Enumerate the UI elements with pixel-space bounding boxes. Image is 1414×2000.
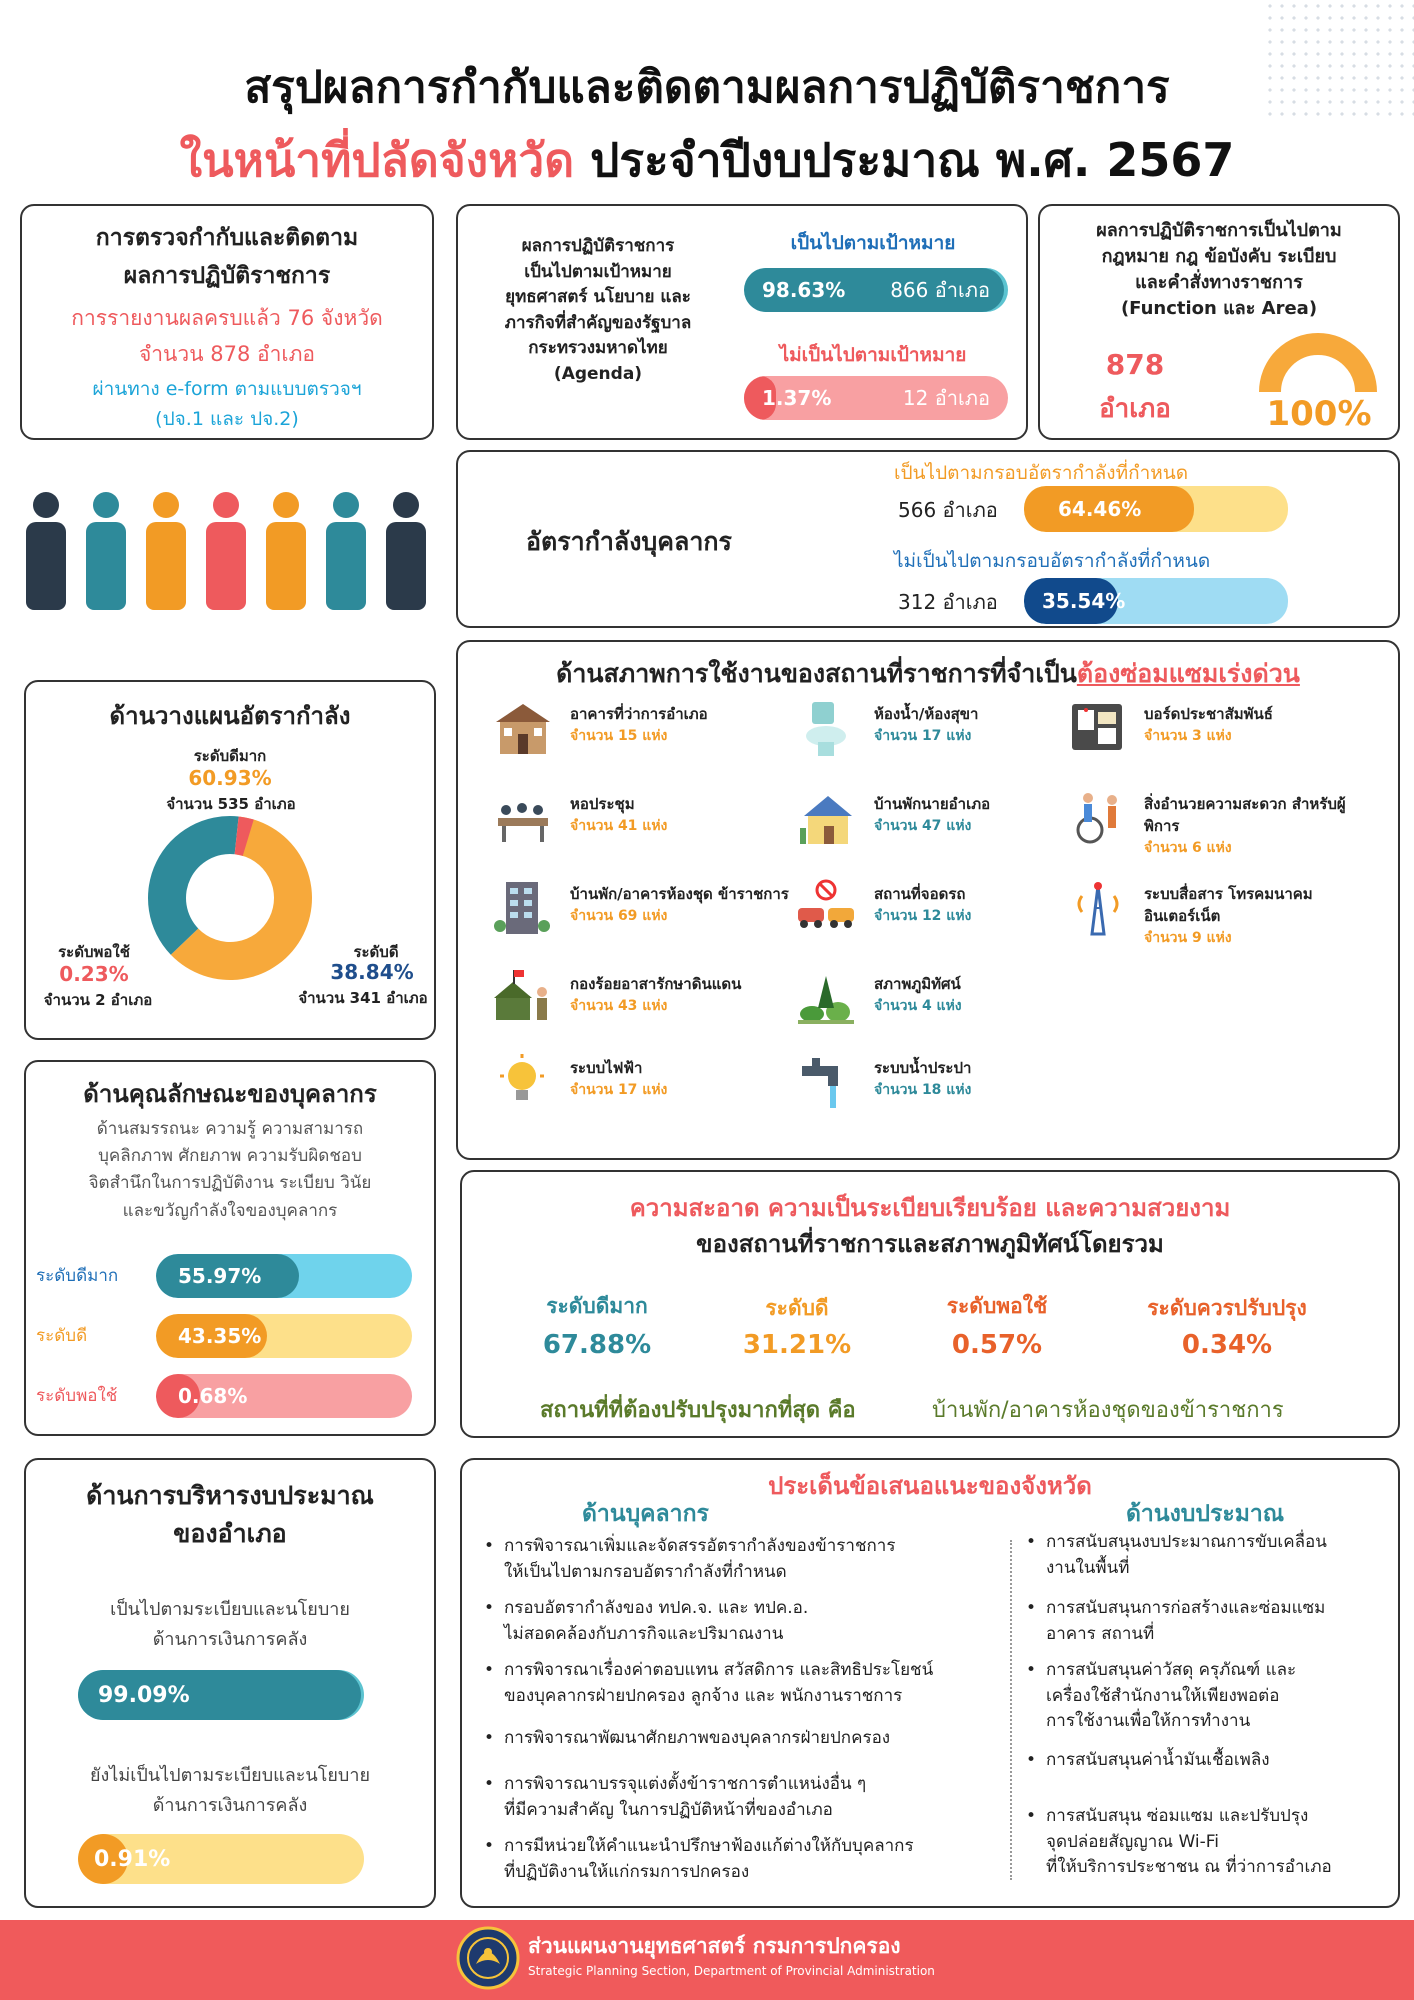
budget-met-line2: ด้านการเงินการคลัง: [152, 1629, 308, 1650]
facility-count: จำนวน 3 แห่ง: [1144, 727, 1232, 744]
recommendation-item: [504, 1534, 895, 1585]
budget-notmet-line1: ยังไม่เป็นไปตามระเบียบและนโยบาย: [89, 1765, 371, 1786]
function-unit: อำเภอ: [1099, 394, 1171, 424]
recommendation-item: [1046, 1804, 1332, 1881]
recommendation-line: ที่ให้บริการประชาชน ณ ที่ว่าการอำเภอ: [1046, 1857, 1332, 1877]
recommendations-budget-title: ด้านงบประมาณ: [1126, 1501, 1285, 1527]
facility-name-text: บ้านพัก/อาคารห้องชุด ข้าราชการ: [570, 885, 789, 903]
donut-pct-excellent: 60.93%: [188, 766, 272, 790]
person-icon: [206, 492, 246, 610]
dopa-emblem-icon: [456, 1926, 520, 1990]
monitoring-line3: ผ่านทาง e-form ตามแบบตรวจฯ: [92, 378, 362, 400]
facility-item: [492, 698, 782, 778]
donut-label-excellent: ระดับดีมาก: [193, 747, 267, 765]
budget-card: [24, 1458, 436, 1908]
agenda-desc-line: (Agenda): [553, 363, 643, 384]
footer-org-th: ส่วนแผนงานยุทธศาสตร์ กรมการปกครอง: [528, 1934, 901, 1958]
budget-notmet-bar: [78, 1834, 364, 1884]
cleanliness-worst-label: สถานที่ที่ต้องปรับปรุงมากที่สุด คือ: [540, 1398, 856, 1423]
personnel-desc-line: และขวัญกำลังใจของบุคลากร: [122, 1200, 338, 1221]
facility-count: จำนวน 12 แห่ง: [874, 907, 972, 924]
toilet-icon: [796, 698, 858, 760]
parking-icon: [796, 878, 858, 940]
personnel-pct-good: 43.35%: [178, 1324, 262, 1348]
personnel-card: [24, 1060, 436, 1436]
recommendation-item: [504, 1658, 933, 1709]
facility-name-text: สิ่งอำนวยความสะดวก สำหรับผู้พิการ: [1144, 795, 1346, 835]
function-gauge-arc: [1270, 344, 1366, 392]
cleanliness-worst-value: บ้านพัก/อาคารห้องชุดของข้าราชการ: [932, 1398, 1284, 1423]
personnel-row-label: ระดับพอใช้: [36, 1386, 118, 1406]
monitoring-line2: จำนวน 878 อำเภอ: [138, 342, 316, 366]
facility-name-text: ระบบสื่อสาร โทรคมนาคม อินเตอร์เน็ต: [1144, 885, 1313, 925]
personnel-bar-fair: [156, 1374, 412, 1418]
personnel-title: ด้านคุณลักษณะของบุคลากร: [83, 1080, 377, 1108]
cleanliness-title1: ความสะอาด ความเป็นระเบียบเรียบร้อย และความสวยงาม: [629, 1194, 1231, 1222]
recommendation-line: • การพิจารณาพัฒนาศักยภาพของบุคลากรฝ่ายปกครอง: [504, 1728, 891, 1748]
donut-label-good: ระดับดี: [353, 943, 399, 961]
cleanliness-level-label: ระดับควรปรับปรุง: [1147, 1296, 1307, 1320]
workforce-met-count: 566 อำเภอ: [898, 498, 998, 522]
function-description: [1040, 218, 1398, 322]
facility-name-text: สถานที่จอดรถ: [874, 885, 966, 903]
function-gauge: [1258, 330, 1378, 400]
recommendation-line: • การสนับสนุนงบประมาณการขับเคลื่อน: [1046, 1532, 1327, 1552]
personnel-desc-line: บุคลิกภาพ ศักยภาพ ความรับผิดชอบ: [98, 1146, 362, 1167]
facility-item: [796, 788, 1086, 868]
recommendation-line: • การพิจารณาเรื่องค่าตอบแทน สวัสดิการ และสิทธิประโยชน์: [504, 1660, 934, 1680]
facility-item: [796, 878, 1086, 958]
facility-name: [570, 1058, 800, 1100]
facility-item: [1066, 698, 1356, 778]
agenda-desc-line: เป็นไปตามเป้าหมาย: [524, 261, 672, 282]
facility-name-text: หอประชุม: [570, 795, 635, 813]
recommendation-line: ของบุคลากรฝ่ายปกครอง ลูกจ้าง และ พนักงานราชการ: [504, 1685, 903, 1706]
planning-donut-chart: [142, 810, 318, 986]
function-desc-line: (Function และ Area): [1120, 298, 1318, 320]
wheelchair-icon: [1066, 788, 1128, 850]
facility-name: [1144, 794, 1374, 858]
budget-title1: ด้านการบริหารงบประมาณ: [86, 1481, 374, 1510]
facility-name-text: กองร้อยอาสารักษาดินแดน: [570, 975, 742, 993]
meeting-hall-icon: [492, 788, 554, 850]
personnel-desc-line: จิตสำนึกในการปฏิบัติงาน ระเบียบ วินัย: [88, 1173, 372, 1194]
donut-count-good: จำนวน 341 อำเภอ: [298, 989, 428, 1007]
facility-name: [874, 1058, 1104, 1100]
agenda-met-count: 866 อำเภอ: [890, 278, 990, 302]
budget-notmet-pct: 0.91%: [94, 1846, 171, 1872]
agenda-desc-line: ภารกิจที่สำคัญของรัฐบาล: [504, 312, 692, 333]
facility-name: [570, 704, 800, 746]
monitoring-line4: (ปจ.1 และ ปจ.2): [155, 408, 299, 430]
facility-name-text: บอร์ดประชาสัมพันธ์: [1144, 705, 1273, 723]
page-title-line2: [0, 124, 1414, 197]
facility-name: [1144, 704, 1374, 746]
cleanliness-level-pct: 0.34%: [1181, 1330, 1273, 1360]
residence-icon: [796, 788, 858, 850]
recommendation-item: [1046, 1530, 1327, 1581]
personnel-pct-fair: 0.68%: [178, 1384, 248, 1408]
facility-name: [570, 884, 800, 926]
facilities-title-main: ด้านสภาพการใช้งานของสถานที่ราชการที่จำเป็น: [556, 659, 1077, 688]
agenda-card: [456, 204, 1028, 440]
workforce-met-bar: [1024, 486, 1288, 532]
budget-met-pct: 99.09%: [98, 1682, 190, 1708]
facility-count: จำนวน 18 แห่ง: [874, 1081, 972, 1098]
facility-name-text: สภาพภูมิทัศน์: [874, 975, 961, 993]
agenda-notmet-label: ไม่เป็นไปตามเป้าหมาย: [779, 344, 967, 366]
recommendation-line: • การสนับสนุนค่าวัสดุ ครุภัณฑ์ และ: [1046, 1660, 1297, 1680]
facility-name: [570, 974, 800, 1016]
person-icon: [386, 492, 426, 610]
personnel-description: [26, 1116, 434, 1225]
recommendation-line: • การพิจารณาเพิ่มและจัดสรรอัตรากำลังของข้าราชการ: [504, 1536, 896, 1556]
facilities-card: [456, 640, 1400, 1160]
recommendation-line: อาคาร สถานที่: [1046, 1623, 1155, 1644]
agenda-description: [458, 234, 738, 387]
cleanliness-card: [460, 1170, 1400, 1438]
recommendation-line: ไม่สอดคล้องกับภารกิจและปริมาณงาน: [504, 1623, 784, 1644]
recommendation-line: ที่มีความสำคัญ ในการปฏิบัติหน้าที่ของอำเภอ: [504, 1799, 833, 1820]
agenda-desc-line: ยุทธศาสตร์ นโยบาย และ: [505, 287, 691, 307]
facility-name-text: ระบบไฟฟ้า: [570, 1059, 643, 1077]
facility-item: [1066, 788, 1356, 868]
recommendations-divider: [1010, 1540, 1012, 1880]
recommendation-line: • กรอบอัตรากำลังของ ทปค.จ. และ ทปค.อ.: [504, 1598, 809, 1618]
facility-count: จำนวน 41 แห่ง: [570, 817, 668, 834]
agenda-notmet-count: 12 อำเภอ: [902, 386, 990, 410]
personnel-desc-line: ด้านสมรรถนะ ความรู้ ความสามารถ: [96, 1119, 364, 1139]
facility-name-text: บ้านพักนายอำเภอ: [874, 795, 991, 813]
facility-count: จำนวน 4 แห่ง: [874, 997, 962, 1014]
recommendation-line: เครื่องใช้สำนักงานให้เพียงพอต่อ: [1046, 1685, 1280, 1706]
cleanliness-level-label: ระดับดีมาก: [546, 1294, 648, 1318]
agenda-met-label: เป็นไปตามเป้าหมาย: [790, 232, 956, 254]
facility-item: [492, 878, 789, 958]
facility-item: [492, 1052, 782, 1132]
agenda-desc-line: ผลการปฏิบัติราชการ: [521, 236, 675, 256]
landscape-icon: [796, 968, 858, 1030]
monitoring-heading1: การตรวจกำกับและติดตาม: [95, 225, 359, 251]
facilities-title: [458, 654, 1398, 694]
workforce-title: อัตรากำลังบุคลากร: [526, 527, 732, 556]
person-icon: [86, 492, 126, 610]
facility-item: [492, 968, 782, 1048]
function-desc-line: และคำสั่งทางราชการ: [1135, 272, 1303, 294]
footer-org-en: Strategic Planning Section, Department of Provincial Administration: [528, 1964, 935, 1978]
recommendation-item: [504, 1726, 890, 1752]
page-title-line1: สรุปผลการกำกับและติดตามผลการปฏิบัติราชการ: [244, 62, 1170, 113]
workforce-notmet-bar: [1024, 578, 1288, 624]
recommendations-card: [460, 1458, 1400, 1908]
facility-count: จำนวน 47 แห่ง: [874, 817, 972, 834]
facility-count: จำนวน 69 แห่ง: [570, 907, 668, 924]
recommendation-line: • การมีหน่วยให้คำแนะนำปรึกษาฟ้องแก้ต่างให้กับบุคลากร: [504, 1836, 914, 1856]
facility-count: จำนวน 6 แห่ง: [1144, 839, 1232, 856]
budget-met-bar: [78, 1670, 364, 1720]
personnel-row-label: ระดับดีมาก: [36, 1266, 119, 1286]
facility-item: [796, 1052, 1086, 1132]
facility-count: จำนวน 17 แห่ง: [874, 727, 972, 744]
planning-title: ด้านวางแผนอัตรากำลัง: [109, 702, 351, 730]
cleanliness-level-pct: 0.57%: [951, 1330, 1043, 1360]
facilities-title-urgent: ต้องซ่อมแซมเร่งด่วน: [1076, 659, 1300, 688]
person-icon: [146, 492, 186, 610]
lightbulb-icon: [492, 1052, 554, 1114]
agenda-notmet-bar: [744, 376, 1008, 420]
budget-notmet-line2: ด้านการเงินการคลัง: [152, 1795, 308, 1816]
donut-pct-good: 38.84%: [330, 960, 414, 984]
donut-pct-fair: 0.23%: [59, 962, 129, 986]
antenna-icon: [1066, 878, 1128, 940]
recommendation-item: [504, 1834, 914, 1885]
person-icon: [266, 492, 306, 610]
agenda-desc-line: กระทรวงมหาดไทย: [528, 338, 668, 358]
recommendation-item: [1046, 1748, 1270, 1774]
facility-item: [492, 788, 782, 868]
title-highlight: ในหน้าที่ปลัดจังหวัด: [179, 133, 575, 187]
apartment-icon: [492, 878, 554, 940]
facility-name: [570, 794, 800, 836]
personnel-bar-good: [156, 1314, 412, 1358]
recommendation-line: • การสนับสนุนการก่อสร้างและซ่อมแซม: [1046, 1598, 1326, 1618]
donut-label-fair: ระดับพอใช้: [58, 943, 130, 961]
function-count: 878: [1105, 348, 1165, 381]
recommendation-item: [504, 1596, 808, 1647]
cleanliness-level-label: ระดับพอใช้: [946, 1294, 1048, 1318]
recommendation-item: [1046, 1658, 1296, 1735]
recommendation-line: ให้เป็นไปตามกรอบอัตรากำลังที่กำหนด: [504, 1561, 787, 1582]
function-card: [1038, 204, 1400, 440]
budget-met-line1: เป็นไปตามระเบียบและนโยบาย: [110, 1599, 350, 1620]
recommendation-line: • การสนับสนุนค่าน้ำมันเชื้อเพลิง: [1046, 1750, 1270, 1770]
cleanliness-level-pct: 67.88%: [542, 1330, 652, 1360]
person-icon: [326, 492, 366, 610]
monitoring-line1: การรายงานผลครบแล้ว 76 จังหวัด: [71, 306, 383, 330]
workforce-notmet-count: 312 อำเภอ: [898, 590, 998, 614]
footer: [0, 1920, 1414, 2000]
recommendation-line: งานในพื้นที่: [1046, 1557, 1130, 1578]
recommendations-title: ประเด็นข้อเสนอแนะของจังหวัด: [768, 1472, 1092, 1500]
recommendation-line: • การพิจารณาบรรจุแต่งตั้งข้าราชการตำแหน่งอื่น ๆ: [504, 1774, 867, 1794]
facility-item: [796, 698, 1086, 778]
workforce-card: [456, 450, 1400, 628]
workforce-met-label: เป็นไปตามกรอบอัตรากำลังที่กำหนด: [894, 462, 1189, 484]
donut-count-fair: จำนวน 2 อำเภอ: [43, 991, 153, 1009]
facility-count: จำนวน 9 แห่ง: [1144, 929, 1232, 946]
personnel-bar-excellent: [156, 1254, 412, 1298]
planning-card: [24, 680, 436, 1040]
facility-item: [1066, 878, 1356, 958]
function-desc-line: กฎหมาย กฎ ข้อบังคับ ระเบียบ: [1101, 246, 1337, 268]
personnel-row-label: ระดับดี: [36, 1326, 88, 1346]
recommendation-line: การใช้งานเพื่อให้การทำงาน: [1046, 1711, 1251, 1731]
monitoring-heading2: ผลการปฏิบัติราชการ: [123, 263, 331, 289]
function-desc-line: ผลการปฏิบัติราชการเป็นไปตาม: [1096, 220, 1342, 241]
workforce-notmet-label: ไม่เป็นไปตามกรอบอัตรากำลังที่กำหนด: [894, 550, 1211, 572]
facility-count: จำนวน 43 แห่ง: [570, 997, 668, 1014]
water-tap-icon: [796, 1052, 858, 1114]
recommendation-line: ที่ปฏิบัติงานให้แก่กรมการปกครอง: [504, 1861, 750, 1882]
cleanliness-level-label: ระดับดี: [765, 1296, 829, 1320]
workforce-notmet-pct: 35.54%: [1042, 589, 1126, 613]
cleanliness-level-pct: 31.21%: [742, 1330, 852, 1360]
facility-item: [796, 968, 1086, 1048]
monitoring-card: [20, 204, 434, 440]
facility-name-text: ห้องน้ำ/ห้องสุขา: [874, 705, 979, 723]
facility-name: [874, 974, 1104, 1016]
facility-count: จำนวน 17 แห่ง: [570, 1081, 668, 1098]
bulletin-board-icon: [1066, 698, 1128, 760]
function-pct: 100%: [1266, 394, 1372, 434]
agenda-notmet-pct: 1.37%: [762, 386, 832, 410]
recommendation-item: [1046, 1596, 1325, 1647]
facility-count: จำนวน 15 แห่ง: [570, 727, 668, 744]
district-office-icon: [492, 698, 554, 760]
recommendation-item: [504, 1772, 866, 1823]
facility-name: [1144, 884, 1374, 948]
facility-name-text: อาคารที่ว่าการอำเภอ: [570, 705, 708, 723]
workforce-met-pct: 64.46%: [1058, 497, 1142, 521]
facility-name-text: ระบบน้ำประปา: [874, 1059, 972, 1077]
volunteer-defense-icon: [492, 968, 554, 1030]
personnel-pct-excellent: 55.97%: [178, 1264, 262, 1288]
donut-count-excellent: จำนวน 535 อำเภอ: [166, 795, 296, 813]
budget-title2: ของอำเภอ: [173, 1519, 287, 1548]
cleanliness-title2: ของสถานที่ราชการและสภาพภูมิทัศน์โดยรวม: [696, 1230, 1164, 1258]
recommendation-line: จุดปล่อยสัญญาณ Wi-Fi: [1046, 1831, 1220, 1852]
agenda-met-bar: [744, 268, 1008, 312]
recommendation-line: • การสนับสนุน ซ่อมแซม และปรับปรุง: [1046, 1806, 1309, 1826]
agenda-met-pct: 98.63%: [762, 278, 846, 302]
recommendations-personnel-title: ด้านบุคลากร: [582, 1501, 709, 1527]
person-icon: [26, 492, 66, 610]
title-rest: ประจำปีงบประมาณ พ.ศ. 2567: [574, 133, 1235, 187]
